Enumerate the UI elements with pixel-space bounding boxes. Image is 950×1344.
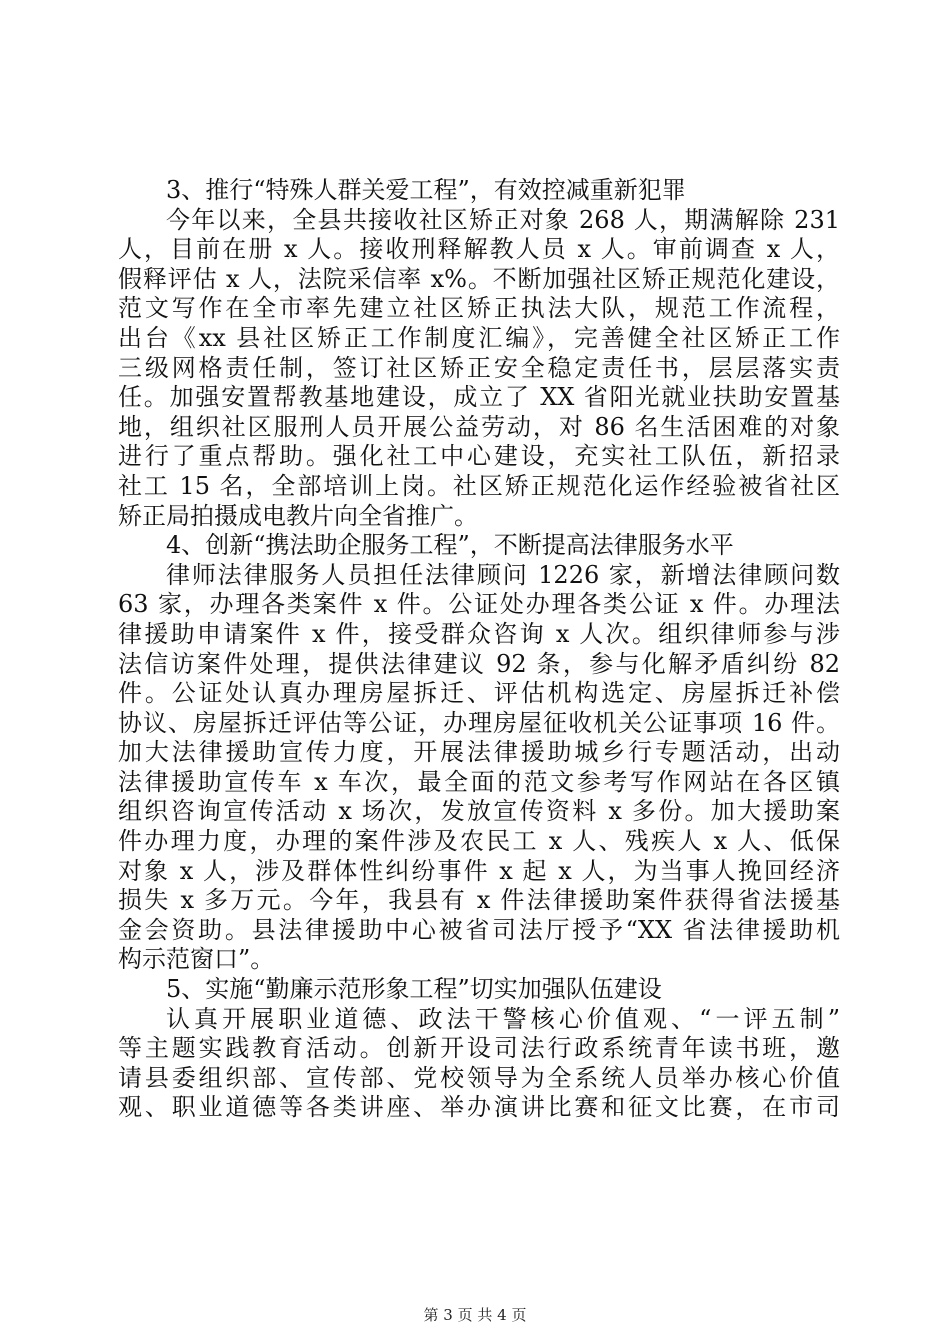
paragraph-line: 损失 x 多万元。今年，我县有 x 件法律援助案件获得省法援基 [118, 886, 840, 915]
paragraph-line: 协议、房屋拆迁评估等公证，办理房屋征收机关公证事项 16 件。 [118, 708, 840, 737]
paragraph-line: 63 家，办理各类案件 x 件。公证处办理各类公证 x 件。办理法 [118, 590, 840, 619]
paragraph-line: 加大法律援助宣传力度，开展法律援助城乡行专题活动，出动 [118, 738, 840, 767]
paragraph-line: 件办理力度，办理的案件涉及农民工 x 人、残疾人 x 人、低保 [118, 827, 840, 856]
section-heading-3: 3、推行“特殊人群关爱工程”，有效控减重新犯罪 [166, 176, 686, 204]
page-footer: 第 3 页 共 4 页 [423, 1306, 527, 1324]
paragraph-line: 三级网格责任制，签订社区矫正安全稳定责任书，层层落实责 [118, 353, 840, 382]
paragraph-line: 组织咨询宣传活动 x 场次，发放宣传资料 x 多份。加大援助案 [118, 797, 840, 826]
paragraph-line: 地，组织社区服刑人员开展公益劳动，对 86 名生活困难的对象 [118, 412, 840, 441]
paragraph-line: 进行了重点帮助。强化社工中心建设，充实社工队伍，新招录 [118, 442, 840, 471]
paragraph-line: 律援助申请案件 x 件，接受群众咨询 x 人次。组织律师参与涉 [118, 619, 840, 648]
paragraph-line: 法信访案件处理，提供法律建议 92 条，参与化解矛盾纠纷 82 [118, 649, 840, 678]
paragraph-line: 律师法律服务人员担任法律顾问 1226 家，新增法律顾问数 [166, 560, 840, 589]
paragraph-line: 件。公证处认真办理房屋拆迁、评估机构选定、房屋拆迁补偿 [118, 679, 840, 708]
paragraph-line: 范文写作在全市率先建立社区矫正执法大队，规范工作流程， [118, 294, 840, 323]
paragraph-line: 出台《xx 县社区矫正工作制度汇编》，完善健全社区矫正工作 [118, 323, 840, 352]
paragraph-line: 对象 x 人，涉及群体性纠纷事件 x 起 x 人，为当事人挽回经济 [118, 856, 840, 885]
paragraph-line: 社工 15 名，全部培训上岗。社区矫正规范化运作经验被省社区 [118, 471, 840, 500]
paragraph-line: 请县委组织部、宣传部、党校领导为全系统人员举办核心价值 [118, 1063, 840, 1092]
paragraph-line: 金会资助。县法律援助中心被省司法厅授予“XX 省法律援助机 [118, 915, 840, 944]
paragraph-line: 任。加强安置帮教基地建设，成立了 XX 省阳光就业扶助安置基 [118, 383, 840, 412]
paragraph-line: 矫正局拍摄成电教片向全省推广。 [118, 501, 478, 530]
paragraph-line: 假释评估 x 人，法院采信率 x%。不断加强社区矫正规范化建设， [118, 264, 840, 293]
paragraph-line: 法律援助宣传车 x 车次，最全面的范文参考写作网站在各区镇 [118, 767, 840, 796]
paragraph-line: 观、职业道德等各类讲座、举办演讲比赛和征文比赛，在市司 [118, 1093, 840, 1122]
section-heading-4: 4、创新“携法助企服务工程”，不断提高法律服务水平 [166, 531, 734, 560]
paragraph-line: 等主题实践教育活动。创新开设司法行政系统青年读书班，邀 [118, 1034, 840, 1063]
paragraph-line: 今年以来，全县共接收社区矫正对象 268 人，期满解除 231 [166, 205, 840, 234]
paragraph-line: 认真开展职业道德、政法干警核心价值观、“一评五制” [166, 1004, 840, 1033]
paragraph-line: 构示范窗口”。 [118, 945, 275, 974]
document-body [118, 176, 840, 1123]
section-heading-5: 5、实施“勤廉示范形象工程”切实加强队伍建设 [166, 975, 662, 1004]
paragraph-line: 人，目前在册 x 人。接收刑释解教人员 x 人。审前调查 x 人， [118, 235, 840, 264]
